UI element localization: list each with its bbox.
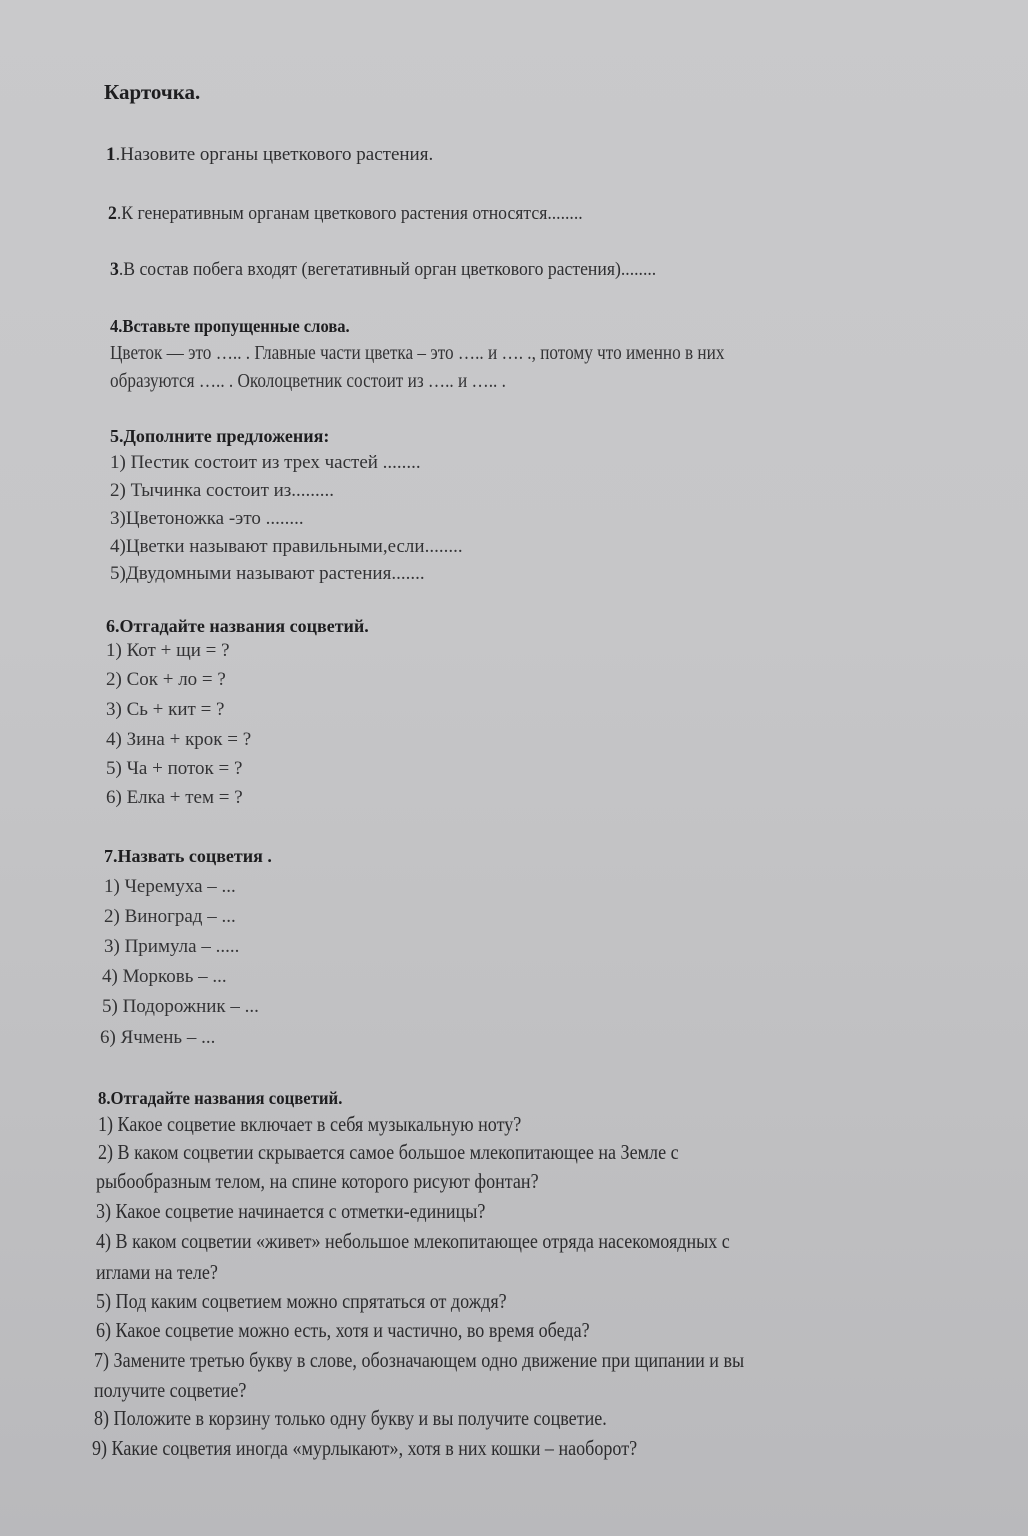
question-8-line: 6) Какое соцветие можно есть, хотя и частично, во время обеда? [96, 1318, 590, 1342]
question-7-item: 5) Подорожник – ... [102, 996, 259, 1017]
question-5-item: 1) Пестик состоит из трех частей ........ [110, 452, 421, 473]
question-7-heading: 7.Назвать соцветия . [104, 846, 272, 866]
question-number: 3 [110, 259, 119, 280]
question-3 [110, 259, 656, 281]
question-8-line: 8) Положите в корзину только одну букву и вы получите соцветие. [94, 1406, 607, 1430]
question-5-item: 2) Тычинка состоит из......... [110, 480, 335, 501]
question-5-item: 5)Двудомными называют растения....... [110, 563, 425, 584]
question-8-line: 1) Какое соцветие включает в себя музыкальную ноту? [98, 1112, 522, 1136]
question-8-line: 5) Под каким соцветием можно спрятаться от дождя? [96, 1289, 507, 1313]
question-5-item: 4)Цветки называют правильными,если........ [110, 536, 463, 557]
question-1 [106, 144, 433, 166]
question-8-line: получите соцветие? [94, 1378, 247, 1402]
question-4-line: Цветок — это ….. . Главные части цветка – это ….. и …. ., потому что именно в них [110, 342, 725, 364]
question-7-item: 2) Виноград – ... [104, 906, 236, 927]
question-text: .Назовите органы цветкового растения. [115, 144, 434, 165]
question-number: 2 [108, 203, 117, 224]
question-7-item: 6) Ячмень – ... [100, 1027, 216, 1048]
question-6-item: 2) Сок + ло = ? [106, 669, 226, 690]
question-6-item: 1) Кот + щи = ? [106, 640, 230, 661]
question-7-item: 3) Примула – ..... [104, 936, 240, 957]
question-6-item: 6) Елка + тем = ? [106, 787, 243, 808]
question-8-line: иглами на теле? [96, 1260, 218, 1284]
question-6-item: 5) Ча + поток = ? [106, 758, 243, 779]
question-4-line: образуются ….. . Околоцветник состоит из ….. и ….. . [110, 370, 506, 392]
question-8-line: 7) Замените третью букву в слове, обозначающем одно движение при щипании и вы [94, 1348, 745, 1372]
question-5-heading: 5.Дополните предложения: [110, 426, 330, 446]
worksheet-title: Карточка. [104, 80, 201, 104]
question-text: .К генеративным органам цветкового растения относятся........ [116, 203, 583, 224]
question-8-heading: 8.Отгадайте названия соцветий. [98, 1088, 343, 1108]
question-text: .В состав побега входят (вегетативный орган цветкового растения)........ [118, 259, 657, 280]
question-8-line: 4) В каком соцветии «живет» небольшое млекопитающее отряда насекомоядных с [96, 1229, 730, 1253]
question-6-item: 4) Зина + крок = ? [106, 729, 252, 750]
question-8-line: рыбообразным телом, на спине которого рисуют фонтан? [96, 1169, 539, 1193]
question-8-line: 9) Какие соцветия иногда «мурлыкают», хотя в них кошки – наоборот? [92, 1436, 638, 1460]
question-2 [108, 203, 583, 225]
question-6-item: 3) Сь + кит = ? [106, 699, 225, 720]
question-5-item: 3)Цветоножка -это ........ [110, 508, 304, 529]
question-7-item: 4) Морковь – ... [102, 966, 227, 987]
question-7-item: 1) Черемуха – ... [104, 876, 236, 897]
question-number: 1 [106, 144, 116, 165]
question-6-heading: 6.Отгадайте названия соцветий. [106, 616, 369, 636]
question-8-line: 2) В каком соцветии скрывается самое большое млекопитающее на Земле с [98, 1140, 679, 1164]
question-4-heading: 4.Вставьте пропущенные слова. [110, 316, 350, 336]
question-8-line: 3) Какое соцветие начинается с отметки-единицы? [96, 1199, 486, 1223]
